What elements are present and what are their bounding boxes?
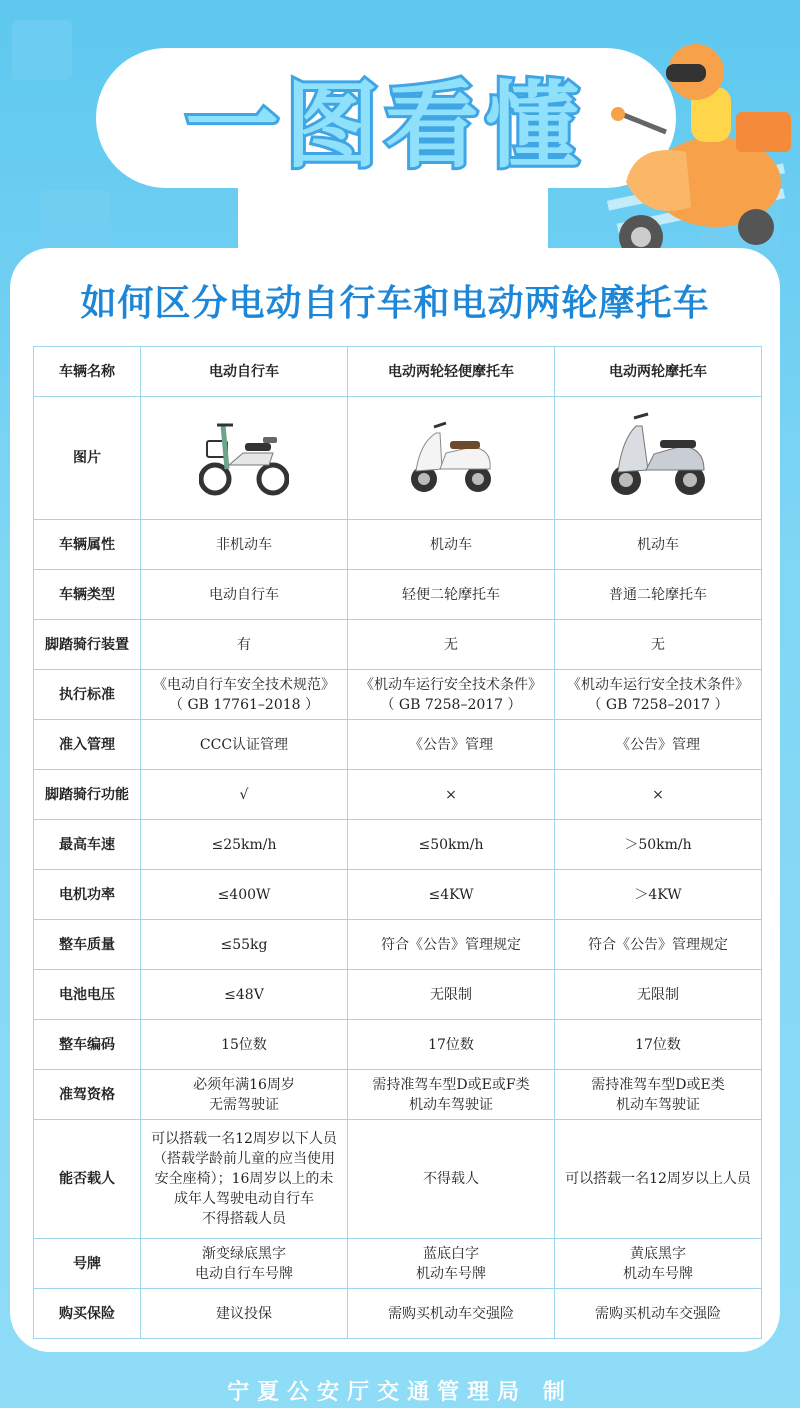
table-cell (555, 720, 762, 770)
table-cell (555, 820, 762, 870)
cell-text: 17位数 (428, 1036, 474, 1053)
cell-text: √ (239, 786, 249, 803)
table-row (34, 670, 762, 720)
cell-text: 机动车驾驶证 (409, 1096, 493, 1113)
row-label: 号牌 (34, 1239, 141, 1289)
table-cell (348, 1070, 555, 1120)
cell-text: 无 (444, 636, 458, 653)
table-cell (348, 1289, 555, 1339)
table-cell (348, 570, 555, 620)
cell-text: 《公告》管理 (616, 736, 700, 753)
table-cell (555, 970, 762, 1020)
cell-text: 15位数 (221, 1036, 267, 1053)
cell-text: 黄底黑字 (630, 1245, 686, 1262)
table-cell (555, 1239, 762, 1289)
page-subtitle: 如何区分电动自行车和电动两轮摩托车 (80, 282, 710, 324)
table-cell (555, 1289, 762, 1339)
row-label: 最高车速 (34, 820, 141, 870)
cell-text: 电动自行车号牌 (195, 1265, 293, 1282)
row-label: 脚踏骑行装置 (34, 620, 141, 670)
table-row (34, 1070, 762, 1120)
table-row (34, 720, 762, 770)
cell-text: 需购买机动车交强险 (595, 1305, 721, 1322)
table-cell (555, 1020, 762, 1070)
row-label: 购买保险 (34, 1289, 141, 1339)
cell-text: 符合《公告》管理规定 (381, 936, 521, 953)
table-cell (555, 520, 762, 570)
cell-text: 《公告》管理 (409, 736, 493, 753)
cell-text: × (652, 786, 664, 803)
row-label: 脚踏骑行功能 (34, 770, 141, 820)
column-header: 车辆名称 (34, 347, 141, 397)
row-label: 车辆类型 (34, 570, 141, 620)
table-cell (141, 1020, 348, 1070)
table-row (34, 770, 762, 820)
cell-text: 机动车 (637, 536, 679, 553)
table-cell (141, 570, 348, 620)
table-cell (141, 1120, 348, 1239)
vehicle-image-cell (348, 397, 555, 520)
cell-text: 轻便二轮摩托车 (402, 586, 500, 603)
cell-text: 无 (651, 636, 665, 653)
table-row (34, 1020, 762, 1070)
table-cell (555, 670, 762, 720)
cell-text: 《机动车运行安全技术条件》 (360, 676, 542, 693)
row-label: 能否载人 (34, 1120, 141, 1239)
table-cell (555, 570, 762, 620)
cell-text: 17位数 (635, 1036, 681, 1053)
cell-text: 普通二轮摩托车 (609, 586, 707, 603)
table-cell (348, 1239, 555, 1289)
cell-text: 可以搭载一名12周岁以上人员 (565, 1171, 751, 1187)
table-cell (141, 1239, 348, 1289)
table-cell (348, 520, 555, 570)
table-cell (348, 1120, 555, 1239)
cell-text: 无限制 (637, 986, 679, 1003)
cell-text: 机动车驾驶证 (616, 1096, 700, 1113)
comparison-table (33, 346, 762, 1339)
cell-text: 机动车号牌 (416, 1265, 486, 1282)
table-row (34, 920, 762, 970)
table-cell (555, 620, 762, 670)
cell-text: 非机动车 (216, 536, 272, 553)
table-cell (555, 870, 762, 920)
table-cell (555, 1070, 762, 1120)
table-cell (348, 920, 555, 970)
cell-text: 需持准驾车型D或E或F类 (372, 1076, 530, 1093)
table-cell (141, 520, 348, 570)
table-row (34, 570, 762, 620)
cell-text: 无需驾驶证 (209, 1096, 279, 1113)
cell-text: ≤48V (224, 986, 264, 1003)
cell-text: 安全座椅）；16周岁以上的未 (154, 1171, 334, 1187)
table-row (34, 1120, 762, 1239)
cell-text: （ GB 7258–2017 ） (380, 696, 522, 713)
table-row (34, 820, 762, 870)
table-cell (348, 1020, 555, 1070)
table-row (34, 620, 762, 670)
cell-text: ≤400W (217, 886, 271, 903)
table-cell (555, 1120, 762, 1239)
table-cell (141, 670, 348, 720)
cell-text: （ GB 7258–2017 ） (587, 696, 729, 713)
row-label: 执行标准 (34, 670, 141, 720)
cell-text: 可以搭载一名12周岁以下人员 (151, 1131, 337, 1147)
cell-text: 不得搭载人员 (202, 1211, 286, 1227)
cell-text: ≤4KW (428, 886, 474, 903)
cell-text: CCC认证管理 (199, 736, 289, 753)
cell-text: ＞4KW (634, 886, 682, 903)
cell-text: ≤55kg (220, 936, 268, 953)
table-header-row (34, 347, 762, 397)
cell-text: 建议投保 (216, 1305, 272, 1322)
table-row (34, 520, 762, 570)
row-label: 电机功率 (34, 870, 141, 920)
cell-text: 符合《公告》管理规定 (588, 936, 728, 953)
table-cell (555, 770, 762, 820)
row-label: 准驾资格 (34, 1070, 141, 1120)
table-cell (141, 970, 348, 1020)
row-label: 车辆属性 (34, 520, 141, 570)
cell-text: 机动车号牌 (623, 1265, 693, 1282)
cell-text: 无限制 (430, 986, 472, 1003)
column-header: 电动自行车 (141, 347, 348, 397)
row-label: 整车编码 (34, 1020, 141, 1070)
cell-text: ≤50km/h (418, 836, 484, 853)
cell-text: 电动自行车 (209, 586, 279, 603)
cell-text: 有 (237, 636, 251, 653)
cell-text: （搭载学龄前儿童的应当使用 (153, 1151, 335, 1167)
table-cell (348, 970, 555, 1020)
column-header: 电动两轮轻便摩托车 (348, 347, 555, 397)
cell-text: 《电动自行车安全技术规范》 (153, 676, 335, 693)
cell-text: 《机动车运行安全技术条件》 (567, 676, 749, 693)
column-header: 电动两轮摩托车 (555, 347, 762, 397)
table-row (34, 870, 762, 920)
footer-credit: 宁夏公安厅交通管理局 制 (227, 1379, 573, 1405)
cell-text: 蓝底白字 (423, 1245, 479, 1262)
table-cell (141, 920, 348, 970)
scooter-rider-illustration (596, 32, 796, 262)
row-label: 整车质量 (34, 920, 141, 970)
vehicle-image-cell (555, 397, 762, 520)
table-cell (141, 720, 348, 770)
cell-text: ≤25km/h (211, 836, 277, 853)
table-row (34, 1289, 762, 1339)
cell-text: 必须年满16周岁 (193, 1076, 295, 1093)
table-row (34, 970, 762, 1020)
table-cell (348, 870, 555, 920)
cell-text: 渐变绿底黑字 (202, 1245, 286, 1262)
table-cell (348, 770, 555, 820)
bg-tile (12, 20, 72, 80)
electric-motorcycle-image (608, 410, 708, 500)
image-row (34, 397, 762, 520)
table-cell (141, 870, 348, 920)
cell-text: 需持准驾车型D或E类 (591, 1076, 725, 1093)
cell-text: 需购买机动车交强险 (388, 1305, 514, 1322)
row-label: 准入管理 (34, 720, 141, 770)
row-label: 电池电压 (34, 970, 141, 1020)
table-cell (348, 620, 555, 670)
table-cell (141, 1070, 348, 1120)
cell-text: 成年人驾驶电动自行车 (174, 1191, 314, 1207)
light-motorcycle-image (406, 413, 496, 497)
table-cell (141, 1289, 348, 1339)
row-label: 图片 (34, 397, 141, 520)
main-title: 一图看懂 (184, 71, 585, 181)
banner-connector (238, 186, 548, 256)
electric-bicycle-image (199, 413, 289, 497)
cell-text: ＞50km/h (624, 836, 692, 853)
table-cell (348, 820, 555, 870)
table-cell (348, 720, 555, 770)
table-cell (141, 820, 348, 870)
cell-text: 不得载人 (423, 1171, 479, 1187)
cell-text: × (445, 786, 457, 803)
vehicle-image-cell (141, 397, 348, 520)
cell-text: 机动车 (430, 536, 472, 553)
table-cell (348, 670, 555, 720)
table-row (34, 1239, 762, 1289)
table-cell (141, 620, 348, 670)
cell-text: （ GB 17761–2018 ） (169, 696, 319, 713)
table-cell (141, 770, 348, 820)
table-cell (555, 920, 762, 970)
